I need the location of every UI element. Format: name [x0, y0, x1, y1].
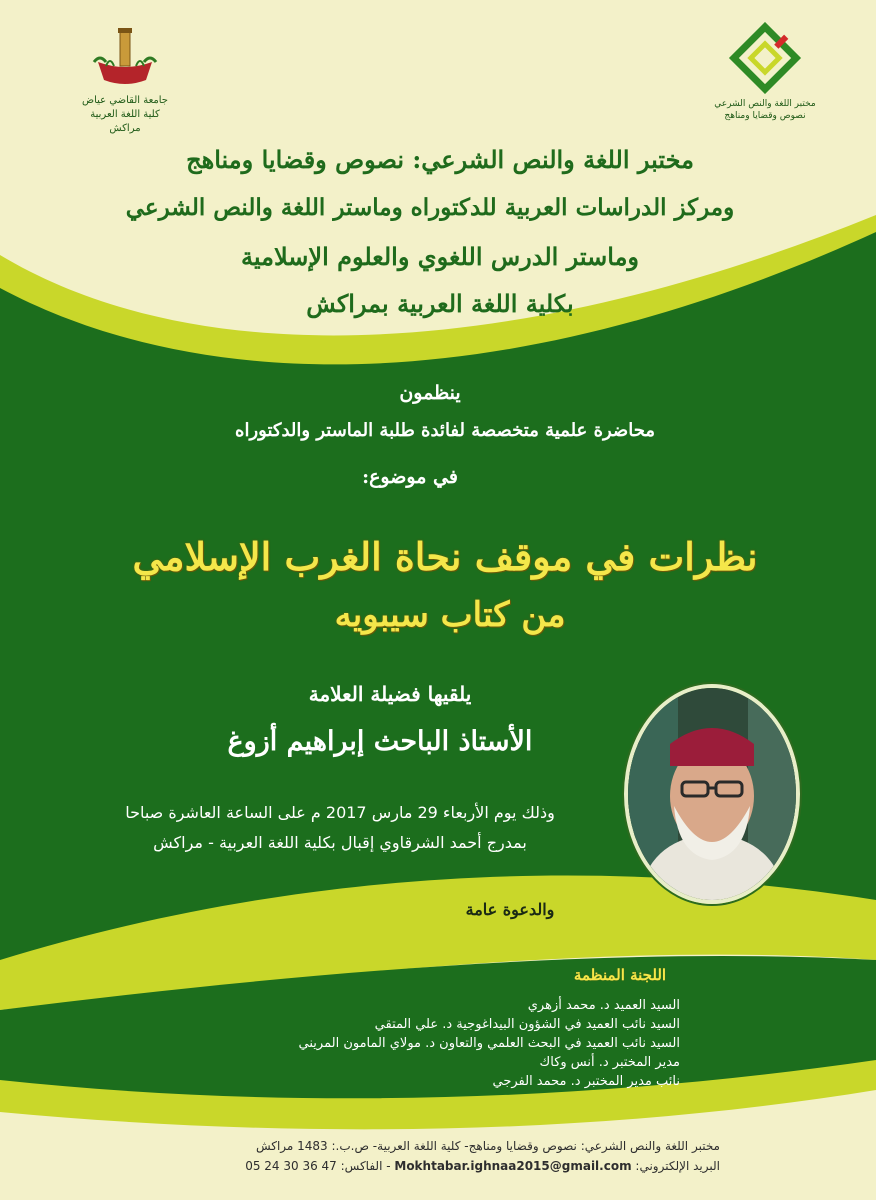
lab-square-logo-icon	[726, 22, 804, 94]
fax-label: - الفاكس:	[340, 1159, 391, 1173]
speaker-photo	[624, 684, 800, 904]
committee-title: اللجنة المنظمة	[573, 966, 667, 984]
lab-logo	[700, 22, 830, 122]
lab-caption-2: نصوص وقضايا ومناهج	[724, 111, 806, 121]
footer-contact	[160, 1157, 720, 1175]
topic-intro: في موضوع:	[362, 466, 458, 488]
lecture-title-line-1: نظرات في موقف نحاة الغرب الإسلامي	[132, 534, 758, 579]
fax-number: 05 24 30 36 47	[245, 1159, 337, 1173]
committee-member: السيد نائب العميد في البحث العلمي والتعاون د. مولاي المامون المريني	[298, 1036, 680, 1051]
university-logo	[70, 28, 180, 136]
footer-address: مختبر اللغة والنص الشرعي: نصوص وقضايا ومناهج- كلية اللغة العربية- ص.ب.: 1483 مراكش	[255, 1139, 720, 1153]
university-caption-3: مراكش	[109, 123, 141, 134]
committee-list	[200, 996, 680, 1091]
committee-member: مدير المختبر د. أنس وكاك	[539, 1055, 680, 1070]
speaker-name: الأستاذ الباحث إبراهيم أزوغ	[227, 726, 533, 757]
header-line-1: مختبر اللغة والنص الشرعي: نصوص وقضايا ومناهج	[186, 145, 694, 174]
minaret-logo-icon	[90, 28, 160, 90]
committee-member: السيد نائب العميد في الشؤون البيداغوجية د. علي المتقي	[374, 1017, 680, 1032]
speaker-intro: يلقيها فضيلة العلامة	[308, 682, 472, 706]
email-link[interactable]: Mokhtabar.ighnaa2015@gmail.com	[394, 1159, 632, 1173]
university-caption-1: جامعة القاضي عياض	[81, 95, 168, 106]
committee-member: نائب مدير المختبر د. محمد الفرجي	[492, 1074, 680, 1089]
header-line-3: وماستر الدرس اللغوي والعلوم الإسلامية	[240, 242, 640, 271]
lecture-description: محاضرة علمية متخصصة لفائدة طلبة الماستر والدكتوراه	[235, 420, 655, 441]
header-line-4: بكلية اللغة العربية بمراكش	[306, 289, 574, 318]
event-date-line: وذلك يوم الأربعاء 29 مارس 2017 م على الساعة العاشرة صباحا	[125, 803, 555, 822]
event-venue-line: بمدرج أحمد الشرقاوي إقبال بكلية اللغة العربية - مراكش	[153, 833, 527, 852]
public-invitation: والدعوة عامة	[465, 900, 555, 919]
organize-label: ينظمون	[399, 382, 461, 404]
email-label: البريد الإلكتروني:	[635, 1159, 720, 1173]
committee-member: السيد العميد د. محمد أزهري	[527, 998, 680, 1013]
lecture-title-line-2: من كتاب سيبويه	[334, 595, 566, 635]
lab-caption-1: مختبر اللغة والنص الشرعي	[714, 99, 816, 109]
header-line-2: ومركز الدراسات العربية للدكتوراه وماستر اللغة والنص الشرعي	[125, 194, 735, 221]
university-caption-2: كلية اللغة العربية	[90, 109, 160, 120]
speaker-portrait-icon	[628, 688, 796, 900]
